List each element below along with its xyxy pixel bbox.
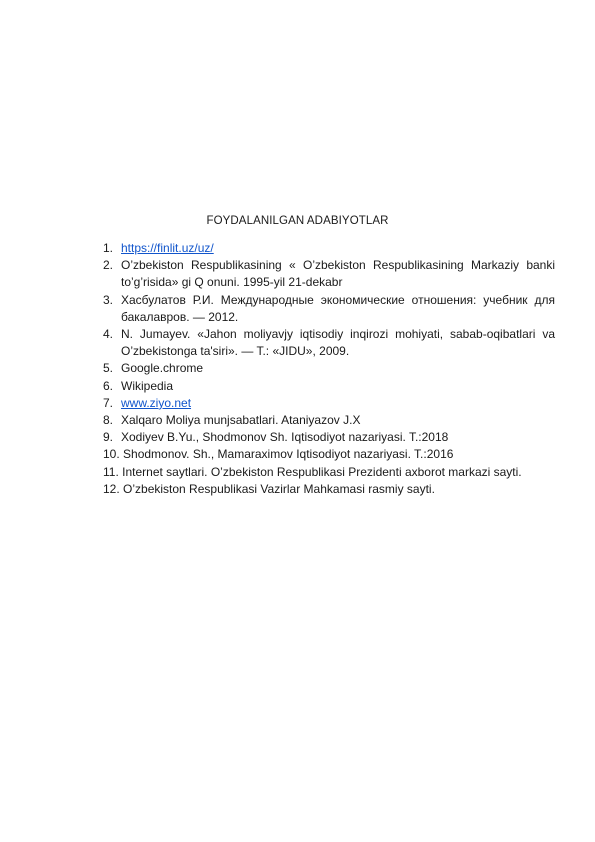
reference-number: 1. — [103, 241, 114, 255]
reference-number: 4. — [103, 327, 114, 342]
reference-text: Internet saytlari. O’zbekiston Respublikasi Prezidenti axborot markazi sayti. — [122, 464, 522, 479]
reference-number: 9. — [103, 430, 114, 445]
reference-list — [103, 240, 555, 498]
reference-item — [103, 240, 555, 257]
reference-text: Wikipedia — [121, 378, 174, 393]
reference-text: N. Jumayev. «Jahon moliyavjy iqtisodiy inqirozi mohiyati, sabab-oqibatlari va O’zbekistonga ta'siri». — T.: «JIDU», 2009. — [121, 327, 555, 359]
reference-number: 5. — [103, 361, 114, 376]
reference-item — [103, 481, 555, 498]
reference-item — [103, 326, 555, 360]
reference-number: 11. — [103, 464, 119, 479]
reference-item — [103, 464, 555, 481]
reference-link-finlit[interactable]: https://finlit.uz/uz/ — [121, 241, 214, 255]
reference-number: 12. — [103, 481, 120, 496]
reference-text: O’zbekiston Respublikasi Vazirlar Mahkamasi rasmiy sayti. — [123, 481, 435, 496]
reference-number: 10. — [103, 447, 120, 462]
reference-number: 2. — [103, 258, 114, 273]
reference-item — [103, 395, 555, 412]
reference-number: 7. — [103, 395, 114, 410]
reference-item — [103, 292, 555, 326]
page-title: FOYDALANILGAN ADABIYOTLAR — [206, 215, 389, 227]
reference-text: Xalqaro Moliya munjsabatlari. Ataniyazov J.X — [121, 413, 361, 428]
reference-text: O’zbekiston Respublikasining « O’zbekiston Respublikasining Markaziy banki to’g’risida» gi Q onuni. 1995-yil 21-dekabr — [121, 258, 555, 290]
reference-item — [103, 412, 555, 429]
reference-text: Xodiyev B.Yu., Shodmonov Sh. Iqtisodiyot nazariyasi. T.:2018 — [121, 430, 449, 445]
reference-item — [103, 257, 555, 291]
reference-item — [103, 446, 555, 463]
reference-text: Хасбулатов Р.И. Международные экономические отношения: учебник для бакалавров. — 2012. — [121, 292, 555, 324]
reference-link-ziyo[interactable]: www.ziyo.net — [121, 395, 192, 410]
reference-text: Shodmonov. Sh., Mamaraximov Iqtisodiyot nazariyasi. T.:2016 — [123, 447, 454, 462]
reference-item — [103, 429, 555, 446]
reference-number: 3. — [103, 292, 114, 307]
reference-item — [103, 378, 555, 395]
reference-number: 6. — [103, 378, 114, 393]
reference-text: Google.chrome — [121, 361, 204, 376]
reference-item — [103, 360, 555, 377]
reference-number: 8. — [103, 413, 114, 428]
